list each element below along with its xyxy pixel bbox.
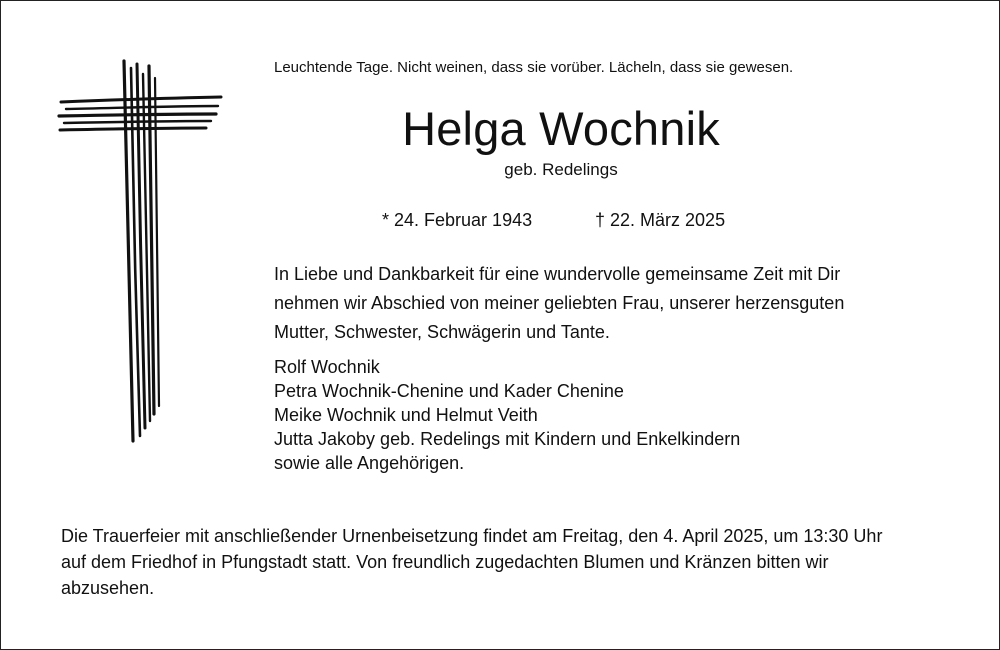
maiden-name: geb. Redelings (504, 160, 618, 179)
message-line: Mutter, Schwester, Schwägerin und Tante. (274, 322, 610, 342)
family-list (274, 355, 740, 475)
family-member: sowie alle Angehörigen. (274, 453, 465, 473)
message-line: nehmen wir Abschied von meiner geliebten Frau, unserer herzensguten (274, 293, 845, 313)
family-member: Petra Wochnik-Chenine und Kader Chenine (274, 381, 624, 401)
family-member: Rolf Wochnik (274, 357, 380, 377)
ceremony-line: auf dem Friedhof in Pfungstadt statt. Von freundlich zugedachten Blumen und Kränzen bitten wir (61, 552, 829, 572)
family-member: Meike Wochnik und Helmut Veith (274, 405, 538, 425)
ceremony-line: abzusehen. (61, 578, 155, 598)
motto-quote: Leuchtende Tage. Nicht weinen, dass sie vorüber. Lächeln, dass sie gewesen. (274, 59, 794, 76)
ceremony-line: Die Trauerfeier mit anschließender Urnenbeisetzung findet am Freitag, den 4. April 2025, um 13:30 Uhr (61, 526, 883, 546)
family-member: Jutta Jakoby geb. Redelings mit Kindern und Enkelkindern (274, 429, 741, 449)
death-date: † 22. März 2025 (595, 210, 726, 230)
message-line: In Liebe und Dankbarkeit für eine wundervolle gemeinsame Zeit mit Dir (274, 264, 841, 284)
farewell-message (274, 260, 844, 347)
birth-date: * 24. Februar 1943 (382, 210, 533, 230)
ceremony-info (61, 523, 882, 601)
deceased-name: Helga Wochnik (402, 102, 720, 155)
